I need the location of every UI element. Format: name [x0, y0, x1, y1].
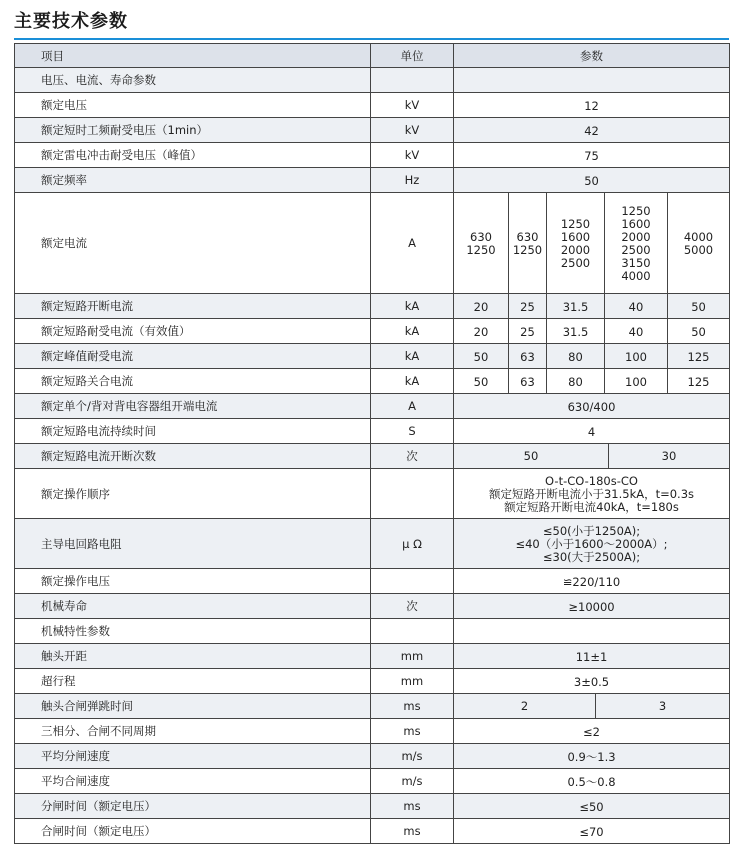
- param-value: 25: [509, 294, 547, 319]
- value-line: ≤30(大于2500A);: [542, 550, 641, 564]
- value-line: ≤40（小于1600～2000A）;: [515, 537, 668, 551]
- param-name: 额定短路电流持续时间: [15, 419, 371, 444]
- value-line: 630: [516, 230, 539, 244]
- param-unit: m/s: [371, 769, 454, 794]
- param-value: [454, 68, 730, 93]
- param-name: 机械寿命: [15, 594, 371, 619]
- param-value: 63: [509, 344, 547, 369]
- param-name: 电压、电流、寿命参数: [15, 68, 371, 93]
- param-unit: mm: [371, 669, 454, 694]
- value-line: 额定短路开断电流40kA，t=180s: [504, 500, 679, 514]
- param-name: 主导电回路电阻: [15, 519, 371, 569]
- param-name: 超行程: [15, 669, 371, 694]
- table-row: [15, 694, 730, 719]
- param-value: 42: [454, 118, 730, 143]
- spec-table-body: [15, 44, 730, 844]
- param-value: [547, 193, 605, 294]
- param-value: 4: [454, 419, 730, 444]
- table-header-row: [15, 44, 730, 68]
- param-unit: kV: [371, 93, 454, 118]
- param-value: 2: [454, 694, 596, 718]
- param-name: 额定雷电冲击耐受电压（峰值）: [15, 143, 371, 168]
- param-unit: Hz: [371, 168, 454, 193]
- table-row: [15, 93, 730, 118]
- param-value: [605, 193, 668, 294]
- param-value: ≤50: [454, 794, 730, 819]
- param-unit: ms: [371, 694, 454, 719]
- param-unit: kV: [371, 118, 454, 143]
- param-value: 40: [605, 319, 668, 344]
- param-value: [454, 469, 730, 519]
- param-unit: [371, 619, 454, 644]
- header-param: 参数: [454, 44, 730, 68]
- param-unit: 次: [371, 594, 454, 619]
- table-row: [15, 744, 730, 769]
- param-value: [454, 619, 730, 644]
- param-unit: ms: [371, 794, 454, 819]
- value-line: 2000: [621, 230, 651, 244]
- header-unit: 单位: [371, 44, 454, 68]
- param-value: ≌220/110: [454, 569, 730, 594]
- table-row: [15, 344, 730, 369]
- param-value: 40: [605, 294, 668, 319]
- value-line: 额定短路开断电流小于31.5kA，t=0.3s: [488, 487, 695, 501]
- param-unit: [371, 469, 454, 519]
- param-name: 平均分闸速度: [15, 744, 371, 769]
- param-unit: m/s: [371, 744, 454, 769]
- param-unit: kV: [371, 143, 454, 168]
- param-name: 分闸时间（额定电压）: [15, 794, 371, 819]
- title-underline: [14, 38, 729, 40]
- param-value: ≤70: [454, 819, 730, 844]
- param-name: 额定短路开断电流: [15, 294, 371, 319]
- param-name: 额定操作顺序: [15, 469, 371, 519]
- param-unit: S: [371, 419, 454, 444]
- param-unit: [371, 569, 454, 594]
- param-name: 额定频率: [15, 168, 371, 193]
- param-value: 3±0.5: [454, 669, 730, 694]
- param-value: [454, 519, 730, 569]
- value-line: 4000: [621, 269, 651, 283]
- param-name: 额定操作电压: [15, 569, 371, 594]
- value-line: ≤50(小于1250A);: [542, 524, 641, 538]
- param-name: 额定短路关合电流: [15, 369, 371, 394]
- param-value: 20: [454, 294, 509, 319]
- value-line: 1250: [466, 243, 496, 257]
- value-line: O-t-CO-180s-CO: [545, 474, 638, 488]
- table-row: [15, 68, 730, 93]
- param-unit: kA: [371, 344, 454, 369]
- table-row: [15, 819, 730, 844]
- table-row: [15, 569, 730, 594]
- param-value: 0.5～0.8: [454, 769, 730, 794]
- param-name: 平均合闸速度: [15, 769, 371, 794]
- param-value: 11±1: [454, 644, 730, 669]
- param-name: 合闸时间（额定电压）: [15, 819, 371, 844]
- param-unit: kA: [371, 319, 454, 344]
- param-value: ≥10000: [454, 594, 730, 619]
- param-value: 50: [668, 294, 730, 319]
- param-unit: kA: [371, 369, 454, 394]
- table-row: [15, 769, 730, 794]
- table-row: [15, 168, 730, 193]
- table-row: [15, 193, 730, 294]
- param-value: 30: [661, 449, 677, 463]
- table-row: [15, 669, 730, 694]
- param-unit: A: [371, 394, 454, 419]
- param-name: 机械特性参数: [15, 619, 371, 644]
- param-value: 100: [605, 369, 668, 394]
- param-unit: μ Ω: [371, 519, 454, 569]
- param-value: 0.9～1.3: [454, 744, 730, 769]
- param-value: 80: [547, 369, 605, 394]
- param-value: [454, 193, 509, 294]
- param-value: [509, 193, 547, 294]
- table-row: [15, 319, 730, 344]
- param-unit: ms: [371, 719, 454, 744]
- param-value-split: [454, 694, 730, 719]
- param-value-split: [454, 444, 730, 469]
- value-line: 2000: [560, 243, 591, 257]
- param-value: 31.5: [547, 294, 605, 319]
- param-name: 额定单个/背对背电容器组开端电流: [15, 394, 371, 419]
- param-name: 触头开距: [15, 644, 371, 669]
- param-name: 额定短路电流开断次数: [15, 444, 371, 469]
- param-name: 额定电压: [15, 93, 371, 118]
- table-row: [15, 594, 730, 619]
- param-value: 50: [454, 369, 509, 394]
- param-name: 额定峰值耐受电流: [15, 344, 371, 369]
- param-value: 125: [668, 369, 730, 394]
- param-value: 3: [658, 699, 667, 713]
- table-row: [15, 143, 730, 168]
- value-line: 1250: [560, 217, 591, 231]
- param-value: 25: [509, 319, 547, 344]
- param-value: 31.5: [547, 319, 605, 344]
- table-row: [15, 794, 730, 819]
- spec-table: [14, 43, 730, 844]
- table-row: [15, 519, 730, 569]
- value-line: 1600: [621, 217, 651, 231]
- table-row: [15, 419, 730, 444]
- table-row: [15, 719, 730, 744]
- value-line: 630: [470, 230, 492, 244]
- table-row: [15, 644, 730, 669]
- param-value: 630/400: [454, 394, 730, 419]
- param-value: 50: [454, 344, 509, 369]
- param-value: 12: [454, 93, 730, 118]
- param-unit: 次: [371, 444, 454, 469]
- value-line: 4000: [683, 230, 714, 244]
- table-row: [15, 294, 730, 319]
- param-name: 额定短时工频耐受电压（1min）: [15, 118, 371, 143]
- param-value: 20: [454, 319, 509, 344]
- value-line: 1250: [512, 243, 543, 257]
- table-row: [15, 619, 730, 644]
- param-value: [668, 193, 730, 294]
- param-value: 50: [454, 168, 730, 193]
- param-name: 触头合闸弹跳时间: [15, 694, 371, 719]
- param-value: ≤2: [454, 719, 730, 744]
- value-line: 2500: [621, 243, 651, 257]
- value-line: 1600: [560, 230, 591, 244]
- param-unit: mm: [371, 644, 454, 669]
- param-unit: ms: [371, 819, 454, 844]
- value-line: 5000: [683, 243, 714, 257]
- table-row: [15, 394, 730, 419]
- table-row: [15, 444, 730, 469]
- param-name: 额定短路耐受电流（有效值）: [15, 319, 371, 344]
- param-unit: [371, 68, 454, 93]
- param-value: 125: [668, 344, 730, 369]
- param-value: 50: [454, 444, 609, 468]
- param-value: 80: [547, 344, 605, 369]
- param-value: 75: [454, 143, 730, 168]
- param-name: 三相分、合闸不同周期: [15, 719, 371, 744]
- param-unit: A: [371, 193, 454, 294]
- value-line: 2500: [560, 256, 591, 270]
- table-row: [15, 369, 730, 394]
- param-unit: kA: [371, 294, 454, 319]
- table-row: [15, 118, 730, 143]
- param-value: 50: [668, 319, 730, 344]
- page-title: 主要技术参数: [14, 11, 128, 32]
- param-name: 额定电流: [15, 193, 371, 294]
- param-value: 63: [509, 369, 547, 394]
- value-line: 3150: [621, 256, 651, 270]
- param-value: 100: [605, 344, 668, 369]
- table-row: [15, 469, 730, 519]
- header-item: 项目: [15, 44, 371, 68]
- value-line: 1250: [621, 204, 651, 218]
